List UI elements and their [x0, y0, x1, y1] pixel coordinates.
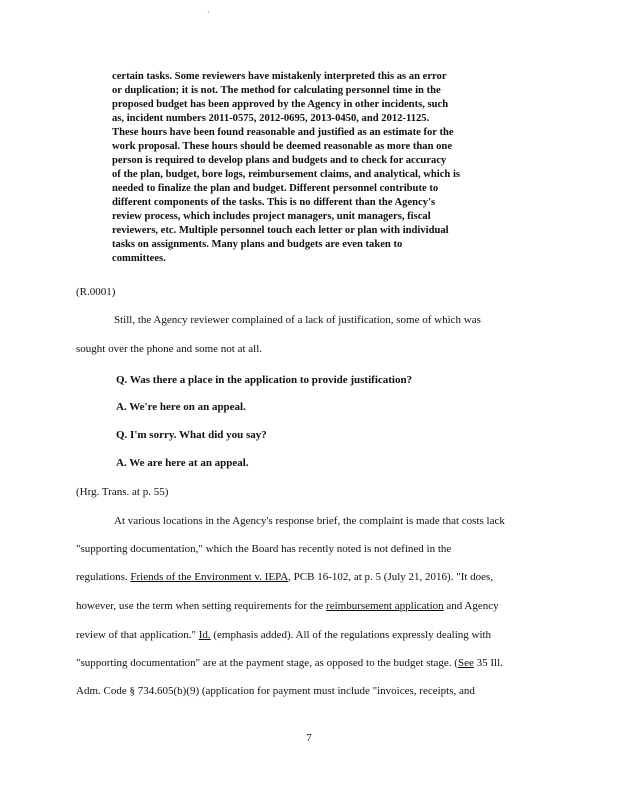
quote-line: certain tasks. Some reviewers have mistakenly interpreted this as an error [112, 71, 447, 82]
transcript-answer: A. We're here on an appeal. [116, 401, 246, 413]
quote-line: review process, which includes project managers, unit managers, fiscal [112, 211, 431, 222]
quote-line: as, incident numbers 2011-0575, 2012-0695, 2013-0450, and 2012-1125. [112, 113, 430, 124]
quote-line: different components of the tasks. This is no different than the Agency's [112, 197, 436, 208]
paragraph-line: At various locations in the Agency's response brief, the complaint is made that costs lack [114, 515, 505, 527]
quote-line: committees. [112, 253, 166, 264]
transcript-citation: (Hrg. Trans. at p. 55) [76, 486, 169, 498]
see-signal: See [457, 657, 474, 669]
paragraph-line: "supporting documentation," which the Board has recently noted is not defined in the [76, 543, 452, 555]
paragraph-line: "supporting documentation" are at the payment stage, as opposed to the budget stage. (See 35 Ill. [76, 657, 503, 669]
record-citation: (R.0001) [76, 286, 116, 298]
quote-line: proposed budget has been approved by the Agency in other incidents, such [112, 99, 449, 110]
paragraph-line: regulations. Friends of the Environment v. IEPA, PCB 16-102, at p. 5 (July 21, 2016). "It does, [76, 571, 494, 583]
id-citation: Id. [198, 629, 211, 641]
quote-line: tasks on assignments. Many plans and budgets are even taken to [112, 239, 403, 250]
quote-line: of the plan, budget, bore logs, reimbursement claims, and analytical, which is [112, 169, 461, 180]
paragraph-line: Adm. Code § 734.605(b)(9) (application for payment must include "invoices, receipts, and [76, 685, 475, 697]
quote-line: work proposal. These hours should be deemed reasonable as more than one [112, 141, 453, 152]
quote-line: reviewers, etc. Multiple personnel touch each letter or plan with individual [112, 225, 449, 236]
header-mark: · [207, 8, 210, 17]
page-number: 7 [306, 732, 312, 744]
quote-line: person is required to develop plans and budgets and to check for accuracy [112, 155, 447, 166]
transcript-question: Q. I'm sorry. What did you say? [116, 429, 267, 441]
quote-line: or duplication; it is not. The method for calculating personnel time in the [112, 85, 441, 96]
paragraph-line: Still, the Agency reviewer complained of a lack of justification, some of which was [114, 314, 481, 326]
transcript-question: Q. Was there a place in the application to provide justification? [116, 374, 413, 386]
paragraph-line: sought over the phone and some not at all. [76, 343, 263, 355]
block-quote [112, 70, 512, 266]
emphasized-term: reimbursement application [326, 600, 444, 612]
quote-line: These hours have been found reasonable and justified as an estimate for the [112, 127, 454, 138]
case-citation: Friends of the Environment v. IEPA [130, 571, 289, 583]
paragraph-line: review of that application." Id. (emphasis added). All of the regulations expressly dealing with [76, 629, 492, 641]
paragraph-line: however, use the term when setting requirements for the reimbursement application and Agency [76, 600, 499, 612]
transcript-answer: A. We are here at an appeal. [116, 457, 249, 469]
quote-line: needed to finalize the plan and budget. Different personnel contribute to [112, 183, 439, 194]
